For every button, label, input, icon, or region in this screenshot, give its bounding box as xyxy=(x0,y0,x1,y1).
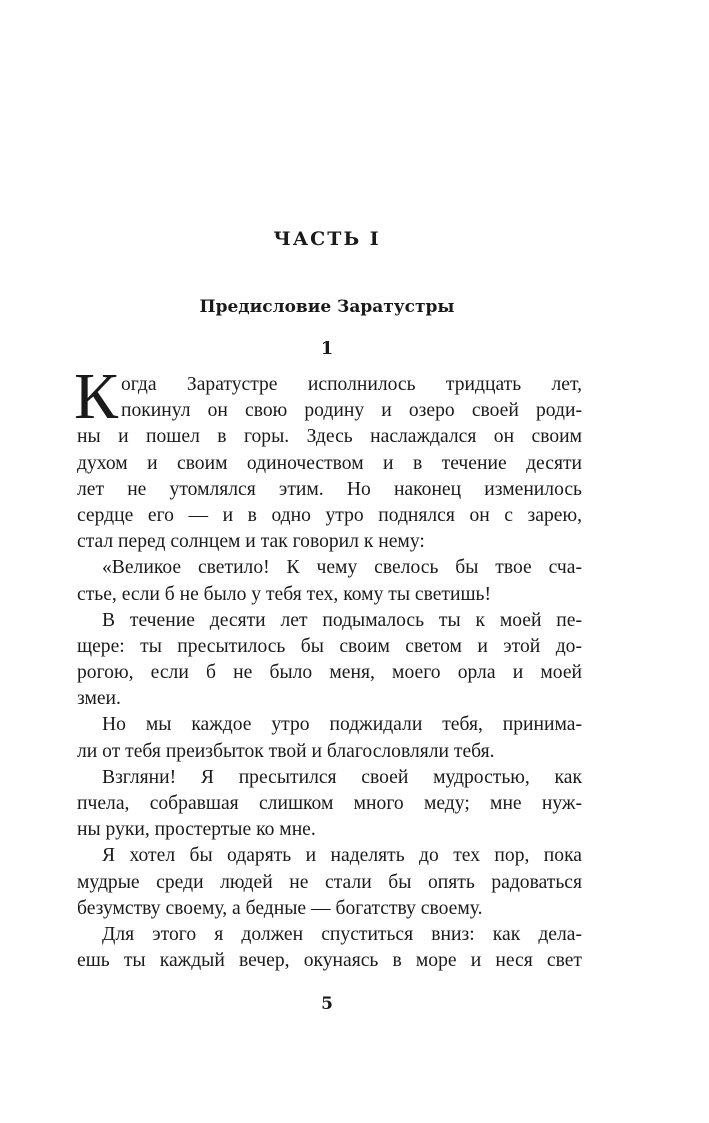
text-line: стал перед солнцем и так говорил к нему: xyxy=(77,531,425,553)
body-text xyxy=(77,372,582,974)
text-line: Но мы каждое утро поджидали тебя, принима- xyxy=(102,714,582,736)
text-line: змеи. xyxy=(77,688,121,710)
page-number: 5 xyxy=(321,994,333,1014)
drop-cap: К xyxy=(74,360,119,433)
text-line: покинул он свою родину и озеро своей роди- xyxy=(121,400,582,422)
text-line: мудрые среди людей не стали бы опять радоваться xyxy=(77,871,582,893)
text-line: сердце его — и в одно утро поднялся он с зарею, xyxy=(77,504,582,526)
text-line: безумству своему, а бедные — богатству своему. xyxy=(77,897,483,919)
text-line: ны руки, простертые ко мне. xyxy=(77,819,316,841)
text-line: огда Заратустре исполнилось тридцать лет, xyxy=(121,374,582,395)
text-line: духом и своим одиночеством и в течение десяти xyxy=(77,452,582,474)
text-line: Я хотел бы одарять и наделять до тех пор, пока xyxy=(102,845,582,867)
text-line: ли от тебя преизбыток твой и благословляли тебя. xyxy=(77,740,495,762)
text-line: ны и пошел в горы. Здесь наслаждался он своим xyxy=(77,426,582,448)
text-line: ешь ты каждый вечер, окунаясь в море и неся свет xyxy=(77,950,582,972)
text-line: рогою, если б не было меня, моего орла и моей xyxy=(77,662,582,684)
text-line: Для этого я должен спуститься вниз: как дела- xyxy=(102,923,582,945)
text-line: щере: ты пресытилось бы своим светом и этой до- xyxy=(77,635,582,657)
text-line: В течение десяти лет подымалось ты к моей пе- xyxy=(102,609,582,631)
text-line: стье, если б не было у тебя тех, кому ты светишь! xyxy=(77,583,492,605)
section-number: 1 xyxy=(320,338,334,359)
section-title: Предисловие Заратустры xyxy=(199,297,455,317)
text-line: пчела, собравшая слишком много меду; мне нуж- xyxy=(77,793,582,814)
part-title: ЧАСТЬ I xyxy=(273,228,381,250)
text-line: лет не утомлялся этим. Но наконец изменилось xyxy=(77,478,582,500)
text-line: Взгляни! Я пресытился своей мудростью, как xyxy=(102,766,582,788)
text-line: «Великое светило! К чему свелось бы твое сча- xyxy=(102,557,582,579)
